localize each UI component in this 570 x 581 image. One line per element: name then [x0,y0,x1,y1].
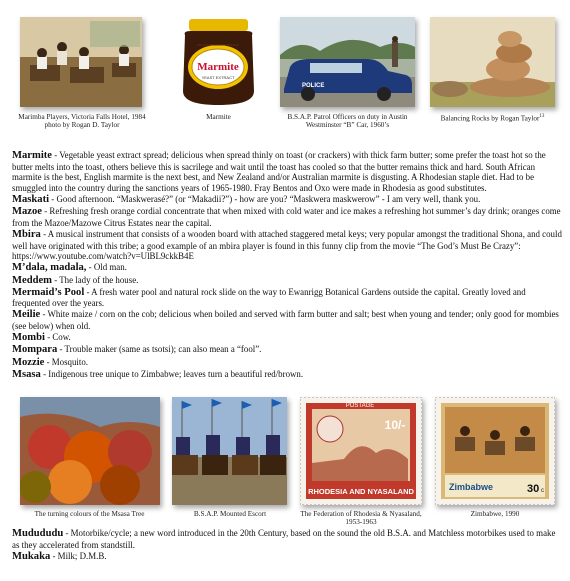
federation-stamp-top: POSTAGE [345,403,375,409]
entry-meilie [12,309,562,331]
marmite-jar-photo [177,17,260,107]
entry-definition: - Trouble maker (same as tsotsi); can also mean a “fool”. [57,344,262,355]
entry-msasa [12,369,562,381]
entry-term: Meilie [12,309,41,321]
mounted-escort-caption [165,510,295,518]
marimba-scene-image [20,17,142,107]
zimbabwe-stamp-image [435,397,555,505]
entry-definition: - The lady of the house. [52,274,139,285]
zimbabwe-stamp-value: 30 [527,483,540,495]
entry-definition: - Milk; D.M.B. [50,551,107,562]
glossary-entries [12,150,562,381]
entry-term: Mudududu [12,528,64,539]
zimbabwe-stamp-country: Zimbabwe [449,482,494,492]
police-car-photo [280,17,415,107]
marimba-caption-line1: Marimba Players, Victoria Falls Hotel, 1984 [18,113,146,121]
federation-caption-line2: 1953-1963 [345,518,377,527]
marimba-caption-line2: photo by Rogan D. Taylor [44,121,120,130]
marmite-jar-label: Marmite [197,61,239,73]
entry-term: Mompara [12,344,58,356]
entry-definition: - Mosquito. [44,356,88,367]
police-car-caption-line1: B.S.A.P. Patrol Officers on duty in Austin [287,113,408,121]
federation-caption [290,510,432,527]
entry-term: Mukaka [12,551,51,563]
zimbabwe-stamp-caption [430,510,560,518]
federation-stamp-value: 10/- [384,418,406,432]
entry-definition: - Cow. [44,332,71,343]
marimba-players-photo [20,17,142,107]
entry-term: Marmite [12,150,52,161]
entry-mompara [12,344,562,356]
balancing-rocks-caption [425,113,560,123]
entry-term: Mombi [12,332,45,344]
marmite-jar-sub: YEAST EXTRACT [201,75,235,80]
entry-term: Mozzie [12,356,45,368]
federation-stamp-image [300,397,422,505]
police-car-image [280,17,415,107]
zimbabwe-stamp-photo [435,397,555,505]
entry-definition: - White maize / corn on the cob; delicious when boiled and served with farm butter and salt; best when young and tender; only good for mombies (see below) when old. [12,309,559,332]
entry-mozzie [12,357,562,369]
mounted-escort-image [172,397,287,505]
marimba-caption [12,113,152,130]
entry-definition: - Indigenous tree unique to Zimbabwe; leaves turn a beautiful red/brown. [40,368,304,379]
police-car-caption [270,113,425,130]
entry-mermaids-pool [12,287,562,309]
police-car-caption-line2: Westminster “B” Car, 1960’s [305,121,390,130]
entry-definition: - Good afternoon. “Maskwerasé?” (or “Makadii?”) - how are you? “Maskwera maskwerow” - I am very well, thank you. [49,193,481,204]
federation-stamp-photo [300,397,422,505]
msasa-tree-photo [20,397,160,505]
entry-definition: - Vegetable yeast extract spread; delicious when spread thinly on toast (or crackers) with thick farm butter; some prefer the toast hot so the butter melts into the toast, others believe this is sacrilege and wait until the toast has cooled so that the butter remains thick and hard. South African marmite is the best, English marmite is the next best, and New Zealand and/or Australian marmite is disgusting. A Rhodesian staple diet. Had to be smuggled into the country during the sanctions years of 1965-1980. Fray Bentos and Oxo were made in Rhodesia as good substitutes. [12,150,546,193]
entry-definition: - A fresh water pool and natural rock slide on the way to Ewanrigg Botanical Gardens outside the capital. Greatly loved and frequented over the years. [12,286,526,309]
balancing-rocks-photo [430,17,555,107]
entry-term: Mermaid’s Pool [12,286,85,298]
mounted-escort-caption-line1: B.S.A.P. Mounted Escort [193,510,267,518]
entry-definition: - Refreshing fresh orange cordial concentrate that when mixed with cold water and ice makes a refreshing hot summer’s day drink; oranges come from the Mazoe/Mazowe Citrus Estates near the capital. [12,206,561,228]
entry-term: Maskati [12,193,50,205]
police-car-sign: POLICE [302,83,325,89]
entry-term: M’dala, madala, [12,262,87,274]
entry-term: Mazoe [12,206,42,218]
balancing-rocks-image [430,17,555,107]
entry-mudududu [12,528,562,550]
entry-meddem [12,275,562,287]
zimbabwe-stamp-caption-line1: Zimbabwe, 1990 [470,510,520,518]
mounted-escort-photo [172,397,287,505]
glossary-entries-lower [12,528,562,564]
entry-definition: - A musical instrument that consists of a wooden board with attached staggered metal keys; very popular amongst the traditional Shona, and could well have originated with this tribe; a good example of an mbira player is found in this funny clip from the movie “The God’s Must Be Crazy”: https://www.youtube.com/watch?v=UlBL9ckkB4E [12,228,562,262]
marmite-jar-image [177,17,260,107]
zimbabwe-stamp-cents: c [541,488,544,494]
balancing-rocks-caption-text: Balancing Rocks by Rogan Taylor [440,114,540,123]
entry-mbira [12,229,562,262]
msasa-caption-line1: The turning colours of the Msasa Tree [34,510,145,518]
entry-mdala [12,262,562,274]
entry-term: Msasa [12,368,41,380]
entry-mazoe [12,206,562,228]
entry-term: Mbira [12,228,41,240]
federation-stamp-bottom: RHODESIA AND NYASALAND [308,487,414,496]
federation-caption-line1: The Federation of Rhodesia & Nyasaland, [300,510,422,518]
entry-definition: - Old man. [86,262,127,273]
msasa-tree-image [20,397,160,505]
marmite-caption [177,113,260,121]
msasa-caption [12,510,167,518]
entry-definition: - Motorbike/cycle; a new word introduced in the 20th Century, based on the sound the old B.S.A. and Matchless motorbikes used to make as they accelerated from standstill. [12,528,556,550]
entry-term: Meddem [12,274,53,286]
entry-mombi [12,332,562,344]
entry-maskati [12,194,562,206]
balancing-rocks-caption-sup: 13 [539,114,545,119]
marmite-caption-line1: Marmite [206,113,231,121]
entry-mukaka [12,551,562,563]
entry-marmite [12,150,562,193]
